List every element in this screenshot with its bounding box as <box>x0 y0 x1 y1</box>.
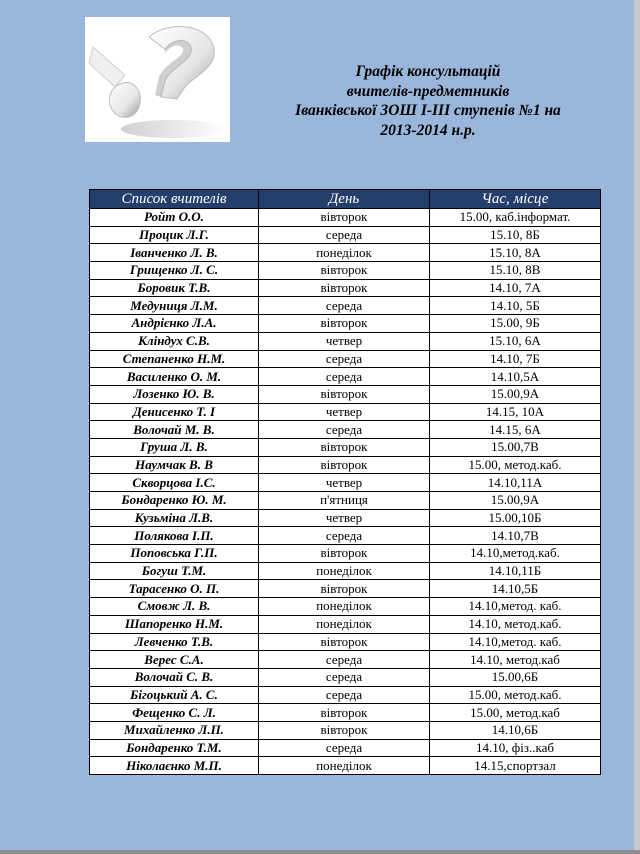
teacher-name-cell: Василенко О. М. <box>90 368 259 386</box>
teacher-name-cell: Фещенко С. Л. <box>90 704 259 722</box>
teacher-name-cell: Тарасенко О. П. <box>90 580 259 598</box>
table-row <box>90 332 601 350</box>
teacher-name-cell: Денисенко Т. І <box>90 403 259 421</box>
teacher-name-cell: Бондаренко Ю. М. <box>90 492 259 510</box>
teacher-name-cell: Шапоренко Н.М. <box>90 615 259 633</box>
header-time-place: Час, місце <box>430 190 601 209</box>
time-place-cell: 14.10,метод. каб. <box>430 633 601 651</box>
table-row <box>90 456 601 474</box>
time-place-cell: 15.00,6Б <box>430 668 601 686</box>
time-place-cell: 15.00,7В <box>430 438 601 456</box>
day-cell: понеділок <box>259 244 430 262</box>
header-day: День <box>259 190 430 209</box>
time-place-cell: 15.00,9А <box>430 492 601 510</box>
teacher-name-cell: Ройт О.О. <box>90 209 259 227</box>
day-cell: четвер <box>259 403 430 421</box>
time-place-cell: 14.10,7В <box>430 527 601 545</box>
time-place-cell: 14.10, метод.каб. <box>430 615 601 633</box>
day-cell: середа <box>259 297 430 315</box>
table-header-row <box>90 190 601 209</box>
day-cell: вівторок <box>259 580 430 598</box>
time-place-cell: 14.10, фіз..каб <box>430 739 601 757</box>
table-row <box>90 686 601 704</box>
day-cell: вівторок <box>259 262 430 280</box>
table-row <box>90 403 601 421</box>
day-cell: вівторок <box>259 438 430 456</box>
page-title <box>238 62 618 140</box>
time-place-cell: 14.10,5А <box>430 368 601 386</box>
table-row <box>90 226 601 244</box>
time-place-cell: 14.10, 5Б <box>430 297 601 315</box>
time-place-cell: 14.10,метод. каб. <box>430 598 601 616</box>
table-row <box>90 580 601 598</box>
teacher-name-cell: Ніколаєнко М.П. <box>90 757 259 775</box>
day-cell: понеділок <box>259 757 430 775</box>
day-cell: четвер <box>259 509 430 527</box>
time-place-cell: 15.10, 8Б <box>430 226 601 244</box>
table-row <box>90 615 601 633</box>
day-cell: середа <box>259 686 430 704</box>
table-row <box>90 492 601 510</box>
question-mark-icon <box>85 17 230 142</box>
day-cell: вівторок <box>259 456 430 474</box>
day-cell: вівторок <box>259 633 430 651</box>
teacher-name-cell: Смовж Л. В. <box>90 598 259 616</box>
teacher-name-cell: Поповська Г.П. <box>90 545 259 563</box>
table-row <box>90 562 601 580</box>
day-cell: середа <box>259 368 430 386</box>
time-place-cell: 15.00, каб.інформат. <box>430 209 601 227</box>
table-row <box>90 527 601 545</box>
teacher-name-cell: Скворцова І.С. <box>90 474 259 492</box>
day-cell: вівторок <box>259 545 430 563</box>
day-cell: вівторок <box>259 721 430 739</box>
table-row <box>90 668 601 686</box>
time-place-cell: 15.00, метод.каб. <box>430 686 601 704</box>
table-row <box>90 598 601 616</box>
teacher-name-cell: Кліндух С.В. <box>90 332 259 350</box>
teacher-name-cell: Грищенко Л. С. <box>90 262 259 280</box>
header-teachers: Список вчителів <box>90 190 259 209</box>
day-cell: середа <box>259 350 430 368</box>
day-cell: середа <box>259 668 430 686</box>
day-cell: п'ятниця <box>259 492 430 510</box>
time-place-cell: 14.10, 7А <box>430 279 601 297</box>
table-row <box>90 633 601 651</box>
table-row <box>90 315 601 333</box>
table-row <box>90 209 601 227</box>
table-row <box>90 704 601 722</box>
day-cell: середа <box>259 527 430 545</box>
day-cell: вівторок <box>259 315 430 333</box>
table-row <box>90 262 601 280</box>
teacher-name-cell: Волочай С. В. <box>90 668 259 686</box>
time-place-cell: 14.10, 7Б <box>430 350 601 368</box>
consultation-schedule-table <box>89 189 601 775</box>
time-place-cell: 15.00,9А <box>430 385 601 403</box>
teacher-name-cell: Процик Л.Г. <box>90 226 259 244</box>
table-row <box>90 474 601 492</box>
table-row <box>90 757 601 775</box>
day-cell: середа <box>259 226 430 244</box>
day-cell: середа <box>259 421 430 439</box>
time-place-cell: 15.10, 8А <box>430 244 601 262</box>
day-cell: вівторок <box>259 704 430 722</box>
time-place-cell: 14.10,11Б <box>430 562 601 580</box>
teacher-name-cell: Полякова І.П. <box>90 527 259 545</box>
day-cell: понеділок <box>259 615 430 633</box>
day-cell: вівторок <box>259 279 430 297</box>
teacher-name-cell: Левченко Т.В. <box>90 633 259 651</box>
page-edge-bottom <box>0 850 640 854</box>
table-row <box>90 297 601 315</box>
time-place-cell: 14.10, метод.каб <box>430 651 601 669</box>
day-cell: вівторок <box>259 209 430 227</box>
time-place-cell: 15.10, 8В <box>430 262 601 280</box>
teacher-name-cell: Іванченко Л. В. <box>90 244 259 262</box>
day-cell: середа <box>259 651 430 669</box>
time-place-cell: 14.15, 10А <box>430 403 601 421</box>
table-row <box>90 279 601 297</box>
title-line-1: Графік консультацій <box>355 63 501 80</box>
time-place-cell: 15.00, 9Б <box>430 315 601 333</box>
time-place-cell: 15.00, метод.каб. <box>430 456 601 474</box>
day-cell: понеділок <box>259 598 430 616</box>
table-row <box>90 421 601 439</box>
day-cell: понеділок <box>259 562 430 580</box>
table-row <box>90 545 601 563</box>
teacher-name-cell: Кузьміна Л.В. <box>90 509 259 527</box>
time-place-cell: 15.00,10Б <box>430 509 601 527</box>
title-line-2: вчителів-предметників <box>346 82 510 100</box>
time-place-cell: 14.10,11А <box>430 474 601 492</box>
time-place-cell: 14.10,5Б <box>430 580 601 598</box>
teacher-name-cell: Степаненко Н.М. <box>90 350 259 368</box>
teacher-name-cell: Волочай М. В. <box>90 421 259 439</box>
table-row <box>90 438 601 456</box>
teacher-name-cell: Михайленко Л.П. <box>90 721 259 739</box>
teacher-name-cell: Медуниця Л.М. <box>90 297 259 315</box>
teacher-name-cell: Боровик Т.В. <box>90 279 259 297</box>
teacher-name-cell: Наумчак В. В <box>90 456 259 474</box>
page-edge-right <box>634 0 640 854</box>
table-row <box>90 368 601 386</box>
teacher-name-cell: Бігоцький А. С. <box>90 686 259 704</box>
time-place-cell: 14.15, 6А <box>430 421 601 439</box>
teacher-name-cell: Богуш Т.М. <box>90 562 259 580</box>
time-place-cell: 15.10, 6А <box>430 332 601 350</box>
time-place-cell: 15.00, метод.каб <box>430 704 601 722</box>
table-row <box>90 509 601 527</box>
title-line-3: Іванківської ЗОШ І-ІІІ ступенів №1 на <box>295 102 561 119</box>
table-row <box>90 244 601 262</box>
teacher-name-cell: Лозенко Ю. В. <box>90 385 259 403</box>
table-row <box>90 651 601 669</box>
day-cell: вівторок <box>259 385 430 403</box>
time-place-cell: 14.15,спортзал <box>430 757 601 775</box>
table-row <box>90 385 601 403</box>
table-row <box>90 350 601 368</box>
teacher-name-cell: Груша Л. В. <box>90 438 259 456</box>
table-row <box>90 721 601 739</box>
time-place-cell: 14.10,6Б <box>430 721 601 739</box>
day-cell: середа <box>259 739 430 757</box>
title-line-4: 2013-2014 н.р. <box>380 121 476 139</box>
teacher-name-cell: Верес С.А. <box>90 651 259 669</box>
time-place-cell: 14.10,метод.каб. <box>430 545 601 563</box>
table-row <box>90 739 601 757</box>
teacher-name-cell: Андрієнко Л.А. <box>90 315 259 333</box>
teacher-name-cell: Бондаренко Т.М. <box>90 739 259 757</box>
day-cell: четвер <box>259 474 430 492</box>
day-cell: четвер <box>259 332 430 350</box>
